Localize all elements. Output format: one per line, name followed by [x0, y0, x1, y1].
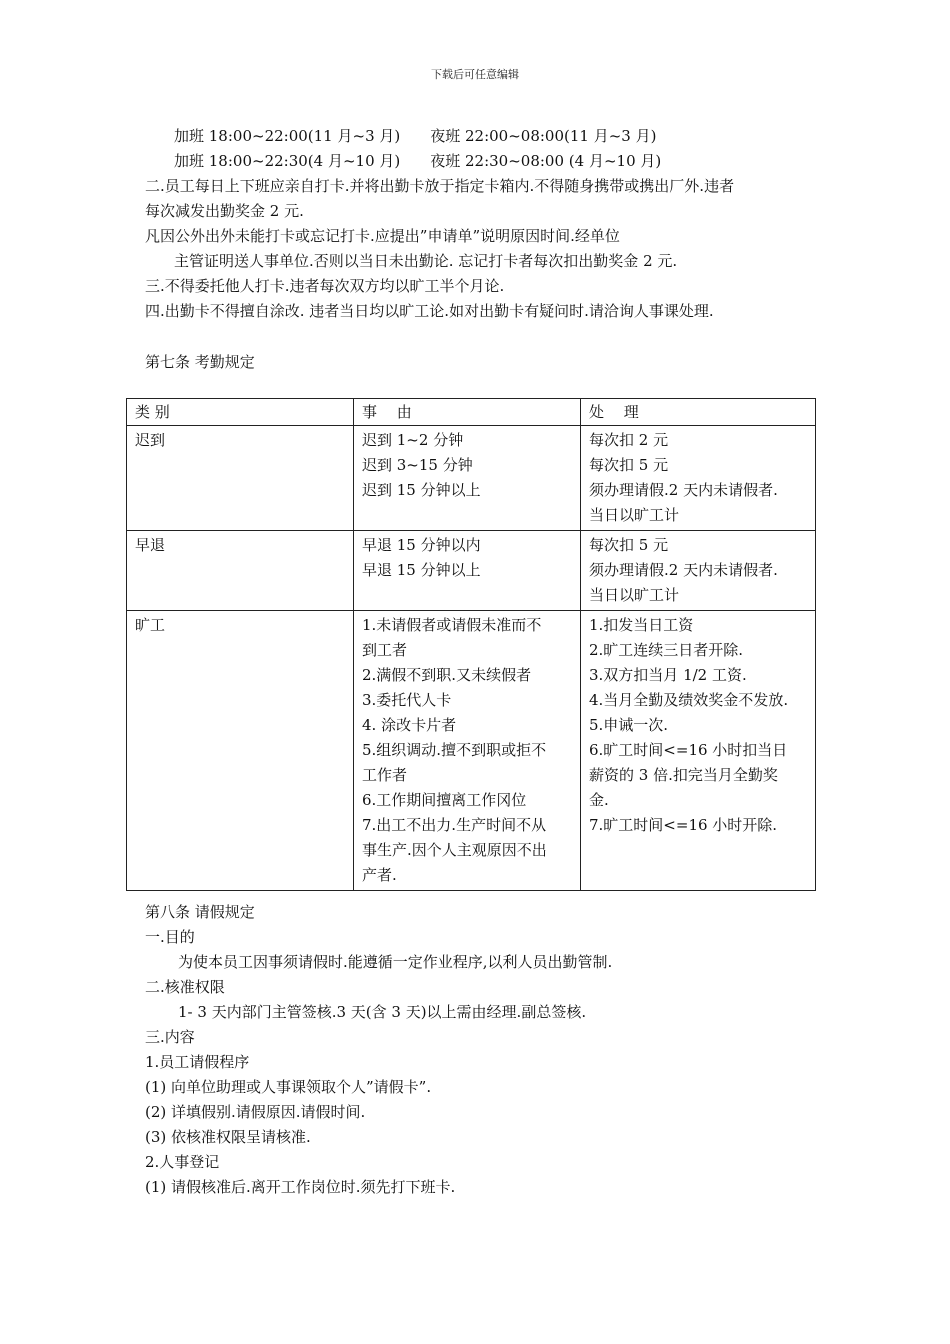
cell-line: 5.申诫一次.	[589, 716, 669, 734]
cell-line: 6.工作期间擅离工作冈位	[362, 791, 527, 809]
leave-procedure-heading: 1.员工请假程序	[145, 1053, 250, 1071]
section-authority-text: 1- 3 天内部门主管签核.3 天(含 3 天)以上需由经理.副总签核.	[178, 1003, 587, 1021]
cell-line: 每次扣 2 元	[589, 431, 669, 449]
cell-line: 须办理请假.2 天内未请假者.	[589, 561, 778, 579]
overtime-shift-line-1: 加班 18:00~22:00(11 月~3 月) 夜班 22:00~08:00(11 月~3 月)	[174, 127, 657, 145]
cell-line: 迟到 1~2 分钟	[362, 431, 464, 449]
clause-two-line-1: 二.员工每日上下班应亲自打卡.并将出勤卡放于指定卡箱内.不得随身携带或携出厂外.违者	[145, 177, 735, 195]
business-out-line-2: 主管证明送人事单位.否则以当日未出勤论. 忘记打卡者每次扣出勤奖金 2 元.	[174, 252, 678, 270]
table-header-row	[127, 399, 816, 426]
header-reason: 事 由	[354, 399, 581, 426]
article-eight-title: 第八条 请假规定	[145, 903, 255, 921]
page-header: 下载后可任意编辑	[431, 68, 519, 81]
table-row	[127, 426, 816, 531]
cell-line: 工作者	[362, 766, 408, 784]
leave-procedure-step-1: (1) 向单位助理或人事课领取个人”请假卡”.	[145, 1078, 432, 1096]
cell-line: 6.旷工时间<=16 小时扣当日	[589, 741, 788, 759]
cell-line: 每次扣 5 元	[589, 536, 669, 554]
overtime-shift-line-2: 加班 18:00~22:30(4 月~10 月) 夜班 22:30~08:00 (4 月~10 月)	[174, 152, 662, 170]
business-out-line-1: 凡因公外出外未能打卡或忘记打卡.应提出”申请单”说明原因时间.经单位	[145, 227, 620, 245]
cell-line: 事生产.因个人主观原因不出	[362, 841, 547, 859]
leave-procedure-step-2: (2) 详填假别.请假原因.请假时间.	[145, 1103, 366, 1121]
cell-line: 产者.	[362, 866, 397, 884]
cell-line: 当日以旷工计	[589, 586, 680, 604]
section-content-heading: 三.内容	[145, 1028, 195, 1046]
row-absent-category: 旷工	[127, 611, 354, 891]
section-purpose-text: 为使本员工因事须请假时.能遵循一定作业程序,以利人员出勤管制.	[178, 953, 613, 971]
cell-line: 4.当月全勤及绩效奖金不发放.	[589, 691, 789, 709]
cell-line: 薪资的 3 倍.扣完当月全勤奖	[589, 766, 778, 784]
hr-registration-heading: 2.人事登记	[145, 1153, 220, 1171]
cell-line: 当日以旷工计	[589, 506, 680, 524]
cell-line: 7.出工不出力.生产时间不从	[362, 816, 547, 834]
row-late-reasons	[354, 426, 581, 531]
clause-two-line-2: 每次减发出勤奖金 2 元.	[145, 202, 304, 220]
cell-line: 早退 15 分钟以上	[362, 561, 481, 579]
cell-line: 金.	[589, 791, 609, 809]
article-seven-title: 第七条 考勤规定	[145, 353, 255, 371]
cell-line: 1.扣发当日工资	[589, 616, 694, 634]
cell-line: 到工者	[362, 641, 408, 659]
hr-registration-step-1: (1) 请假核准后.离开工作岗位时.须先打下班卡.	[145, 1178, 456, 1196]
row-absent-reasons	[354, 611, 581, 891]
cell-line: 须办理请假.2 天内未请假者.	[589, 481, 778, 499]
section-authority-heading: 二.核准权限	[145, 978, 225, 996]
row-early-handling	[581, 531, 816, 611]
header-handling: 处 理	[581, 399, 816, 426]
cell-line: 5.组织调动.擅不到职或拒不	[362, 741, 547, 759]
cell-line: 3.委托代人卡	[362, 691, 452, 709]
cell-line: 迟到 3~15 分钟	[362, 456, 473, 474]
clause-three: 三.不得委托他人打卡.违者每次双方均以旷工半个月论.	[145, 277, 505, 295]
row-late-handling	[581, 426, 816, 531]
cell-line: 1.未请假者或请假未准而不	[362, 616, 542, 634]
cell-line: 2.旷工连续三日者开除.	[589, 641, 744, 659]
cell-line: 每次扣 5 元	[589, 456, 669, 474]
table-row	[127, 611, 816, 891]
row-early-reasons	[354, 531, 581, 611]
section-purpose-heading: 一.目的	[145, 928, 195, 946]
leave-procedure-step-3: (3) 依核准权限呈请核准.	[145, 1128, 311, 1146]
row-early-category: 早退	[127, 531, 354, 611]
attendance-table	[126, 398, 816, 891]
cell-line: 4. 涂改卡片者	[362, 716, 457, 734]
clause-four: 四.出勤卡不得擅自涂改. 违者当日均以旷工论.如对出勤卡有疑问时.请洽询人事课处理.	[145, 302, 714, 320]
cell-line: 3.双方扣当月 1/2 工资.	[589, 666, 747, 684]
cell-line: 早退 15 分钟以内	[362, 536, 481, 554]
cell-line: 7.旷工时间<=16 小时开除.	[589, 816, 778, 834]
row-absent-handling	[581, 611, 816, 891]
cell-line: 迟到 15 分钟以上	[362, 481, 481, 499]
cell-line: 2.满假不到职.又未续假者	[362, 666, 532, 684]
table-row	[127, 531, 816, 611]
row-late-category: 迟到	[127, 426, 354, 531]
header-category: 类 别	[127, 399, 354, 426]
